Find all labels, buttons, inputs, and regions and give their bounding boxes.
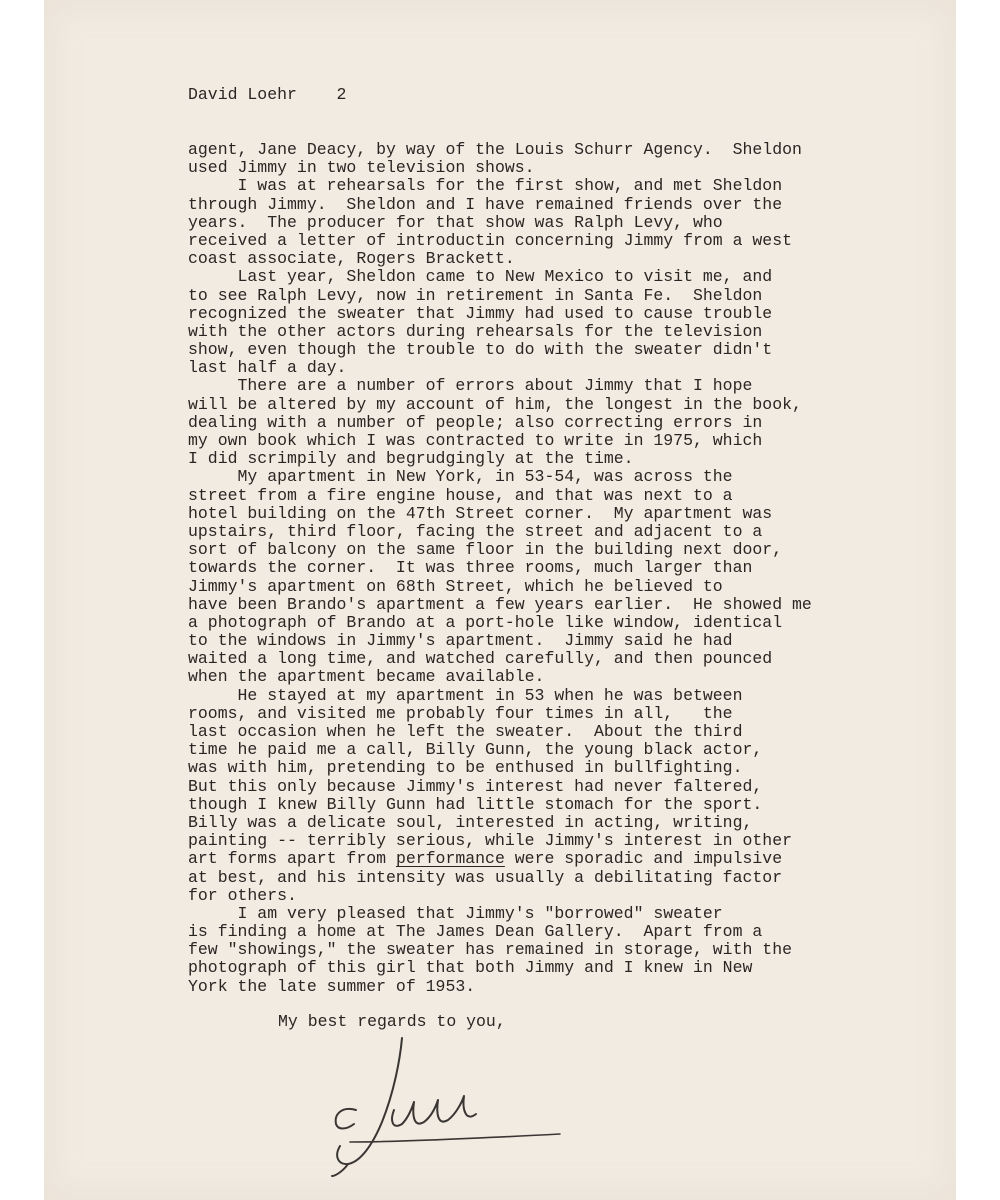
- body-line: is finding a home at The James Dean Gallery. Apart from a: [188, 922, 763, 942]
- closing-line: My best regards to you,: [278, 1012, 506, 1031]
- body-line: have been Brando's apartment a few years earlier. He showed me: [188, 594, 812, 614]
- body-line: received a letter of introductin concerning Jimmy from a west: [188, 230, 792, 250]
- signature-image: [324, 1030, 574, 1180]
- body-line: [188, 850, 908, 868]
- body-line-post: were sporadic and impulsive: [504, 849, 783, 869]
- body-line: street from a fire engine house, and that was next to a: [188, 485, 733, 505]
- body-line: to the windows in Jimmy's apartment. Jimmy said he had: [188, 631, 733, 651]
- body-line: with the other actors during rehearsals for the television: [188, 321, 763, 341]
- body-line: sort of balcony on the same floor in the building next door,: [188, 540, 783, 560]
- body-line: I was at rehearsals for the first show, and met Sheldon: [188, 176, 783, 196]
- body-line: when the apartment became available.: [188, 667, 545, 687]
- body-line: recognized the sweater that Jimmy had used to cause trouble: [188, 303, 773, 323]
- body-line: towards the corner. It was three rooms, much larger than: [188, 558, 753, 578]
- body-line: I did scrimpily and begrudgingly at the time.: [188, 449, 634, 469]
- body-line: Jimmy's apartment on 68th Street, which he believed to: [188, 576, 723, 596]
- letter-page: [44, 0, 956, 1200]
- body-line: to see Ralph Levy, now in retirement in Santa Fe. Sheldon: [188, 285, 763, 305]
- body-line: upstairs, third floor, facing the street and adjacent to a: [188, 521, 763, 541]
- body-line: was with him, pretending to be enthused in bullfighting.: [188, 758, 743, 778]
- body-line: dealing with a number of people; also correcting errors in: [188, 412, 763, 432]
- body-line: used Jimmy in two television shows.: [188, 158, 535, 178]
- body-line: years. The producer for that show was Ralph Levy, who: [188, 212, 723, 232]
- body-line: will be altered by my account of him, the longest in the book,: [188, 394, 802, 414]
- letter-body: [188, 141, 908, 996]
- body-line: Last year, Sheldon came to New Mexico to visit me, and: [188, 267, 773, 287]
- body-line: for others.: [188, 885, 297, 905]
- body-line: hotel building on the 47th Street corner. My apartment was: [188, 503, 773, 523]
- body-line: show, even though the trouble to do with the sweater didn't: [188, 340, 773, 360]
- body-line: agent, Jane Deacy, by way of the Louis Schurr Agency. Sheldon: [188, 140, 802, 159]
- body-line: last occasion when he left the sweater. About the third: [188, 722, 743, 741]
- body-line: last half a day.: [188, 358, 347, 378]
- body-line: though I knew Billy Gunn had little stomach for the sport.: [188, 794, 763, 814]
- body-line: My apartment in New York, in 53-54, was across the: [188, 467, 733, 487]
- body-line: few "showings," the sweater has remained in storage, with the: [188, 940, 792, 960]
- body-line: a photograph of Brando at a port-hole like window, identical: [188, 612, 783, 632]
- body-line: painting -- terribly serious, while Jimmy's interest in other: [188, 831, 792, 851]
- body-line: my own book which I was contracted to write in 1975, which: [188, 431, 763, 450]
- page-number: 2: [336, 85, 347, 104]
- body-line: at best, and his intensity was usually a debilitating factor: [188, 867, 783, 887]
- body-line: coast associate, Rogers Brackett.: [188, 249, 515, 269]
- body-line: He stayed at my apartment in 53 when he was between: [188, 685, 743, 705]
- header-name: David Loehr: [188, 85, 297, 104]
- body-line-pre: art forms apart from: [188, 849, 396, 869]
- body-line: rooms, and visited me probably four times in all, the: [188, 703, 733, 723]
- body-line: waited a long time, and watched carefully, and then pounced: [188, 649, 773, 669]
- body-line: York the late summer of 1953.: [188, 976, 476, 996]
- body-line: But this only because Jimmy's interest had never faltered,: [188, 776, 763, 796]
- body-line: photograph of this girl that both Jimmy and I knew in New: [188, 958, 753, 978]
- body-line: Billy was a delicate soul, interested in acting, writing,: [188, 812, 753, 832]
- letter-header: [188, 85, 346, 104]
- body-line: I am very pleased that Jimmy's "borrowed" sweater: [188, 903, 723, 923]
- body-line: through Jimmy. Sheldon and I have remained friends over the: [188, 194, 783, 214]
- underlined-word: performance: [395, 849, 505, 869]
- body-line: There are a number of errors about Jimmy that I hope: [188, 376, 753, 396]
- body-line: time he paid me a call, Billy Gunn, the young black actor,: [188, 740, 763, 760]
